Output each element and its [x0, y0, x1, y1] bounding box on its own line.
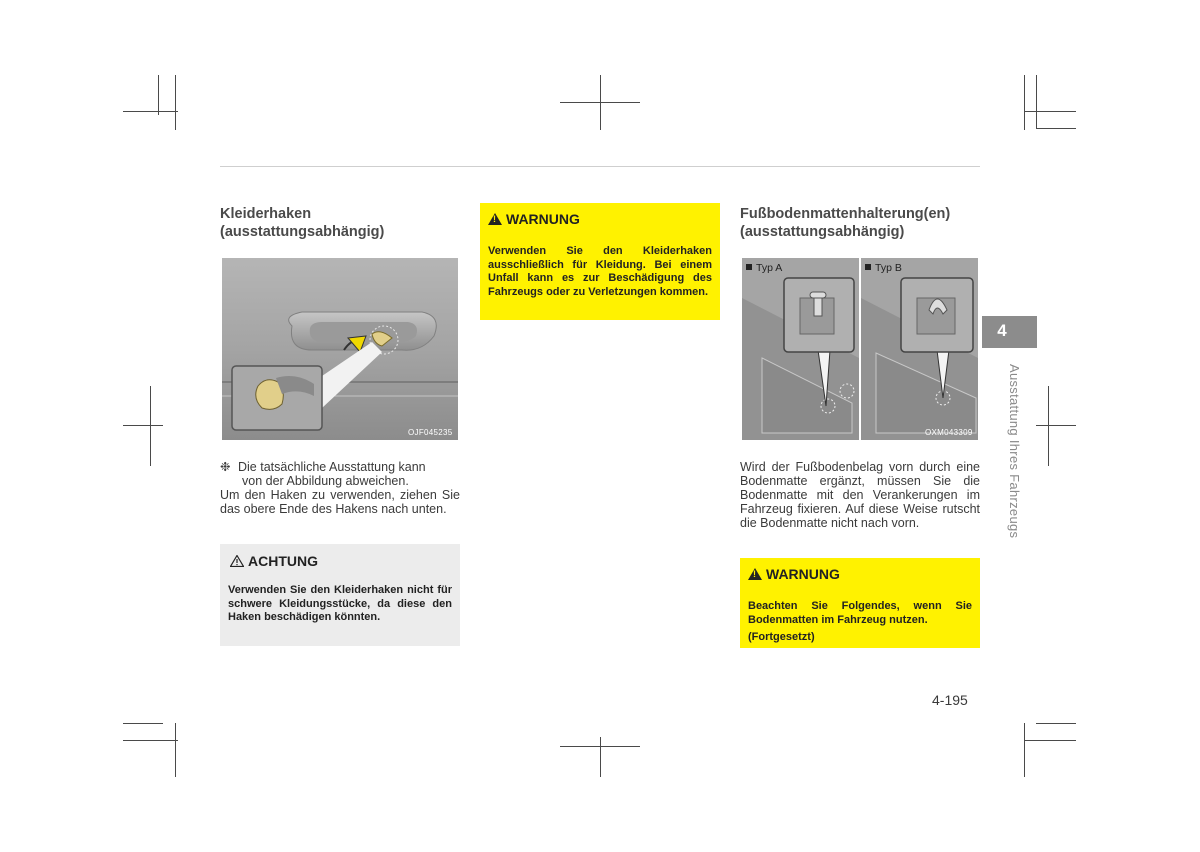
section-title-floor-mat: [740, 205, 985, 241]
warning-heading: [748, 566, 840, 582]
image-code: OXM043309: [925, 428, 973, 437]
floor-mat-type-b-illustration: [861, 258, 978, 440]
crop-mark: [123, 740, 178, 741]
chapter-title: Ausstattung Ihres Fahrzeugs: [1007, 364, 1022, 539]
chapter-tab: [982, 316, 1037, 348]
title-line: Fußbodenmattenhalterung(en): [740, 206, 951, 222]
warning-title: WARNUNG: [506, 211, 580, 227]
crop-mark: [1024, 111, 1076, 112]
caution-box: [220, 544, 460, 646]
floor-mat-a-image: [742, 258, 859, 440]
square-bullet-icon: [746, 264, 752, 270]
warning-text: Beachten Sie Folgendes, wenn Sie Bodenmatten im Fahrzeug nutzen.: [748, 600, 972, 626]
type-b-text: Typ B: [875, 262, 902, 274]
warning-heading: [488, 211, 580, 227]
crop-mark: [1036, 723, 1076, 724]
warning-title: WARNUNG: [766, 566, 840, 582]
floor-mat-type-a-illustration: [742, 258, 859, 440]
crop-mark: [1024, 75, 1025, 130]
caution-text: Verwenden Sie den Kleiderhaken nicht für schwere Kleidungsstücke, da diese den Haken beschädigen könnten.: [228, 584, 452, 623]
crop-mark: [123, 111, 178, 112]
image-code: OJF045235: [408, 428, 453, 437]
crop-mark: [1036, 75, 1037, 128]
note-line: Die tatsächliche Ausstattung kann: [238, 460, 426, 474]
page-number: 4-195: [932, 692, 968, 708]
crop-mark: [1036, 425, 1076, 426]
crop-mark: [1048, 386, 1049, 466]
warning-triangle-icon: [488, 213, 502, 225]
crop-mark: [175, 75, 176, 130]
crop-mark: [123, 425, 163, 426]
section-title-coat-hook: [220, 205, 460, 241]
floor-mat-paragraph: Wird der Fußbodenbelag vorn durch eine Bodenmatte ergänzt, müssen Sie die Bodenmatte mit den Verankerungen im Fahrzeug fixieren. Auf diese Weise rutscht die Bodenmatte nicht nach vorn.: [740, 460, 980, 530]
usage-paragraph: Um den Haken zu verwenden, ziehen Sie das obere Ende des Hakens nach unten.: [220, 488, 460, 516]
warning-box-floor-mat: [740, 558, 980, 648]
coat-hook-image: [222, 258, 458, 440]
type-b-label: [865, 262, 902, 274]
note-symbol: ❉: [220, 460, 231, 474]
crop-mark: [158, 75, 159, 115]
crop-mark: [175, 723, 176, 777]
header-rule: [220, 166, 980, 167]
warning-triangle-icon: [748, 568, 762, 580]
caution-title: ACHTUNG: [248, 553, 318, 569]
crop-mark: [600, 737, 601, 777]
warning-box-coat-hook: [480, 203, 720, 320]
type-a-label: [746, 262, 782, 274]
chapter-number: 4: [997, 321, 1007, 340]
caution-triangle-icon: [230, 555, 244, 567]
caution-heading: [230, 553, 318, 569]
floor-mat-b-image: [861, 258, 978, 440]
crop-mark: [1024, 740, 1076, 741]
continued-note: (Fortgesetzt): [748, 631, 815, 643]
title-line: (ausstattungsabhängig): [220, 224, 385, 240]
crop-mark: [150, 386, 151, 466]
crop-mark: [1024, 723, 1025, 777]
crop-mark: [1036, 128, 1076, 129]
crop-mark: [123, 723, 163, 724]
note-line: von der Abbildung abweichen.: [242, 474, 409, 488]
title-line: (ausstattungsabhängig): [740, 224, 905, 240]
title-line: Kleiderhaken: [220, 206, 312, 222]
warning-text: Verwenden Sie den Kleiderhaken ausschließlich für Kleidung. Bei einem Unfall kann es zur Beschädigung des Fahrzeugs oder zu Verletzungen kommen.: [488, 245, 712, 298]
coat-hook-illustration: [222, 258, 458, 440]
square-bullet-icon: [865, 264, 871, 270]
crop-mark: [560, 102, 640, 103]
note: [220, 460, 460, 488]
type-a-text: Typ A: [756, 262, 783, 274]
crop-mark: [560, 746, 640, 747]
